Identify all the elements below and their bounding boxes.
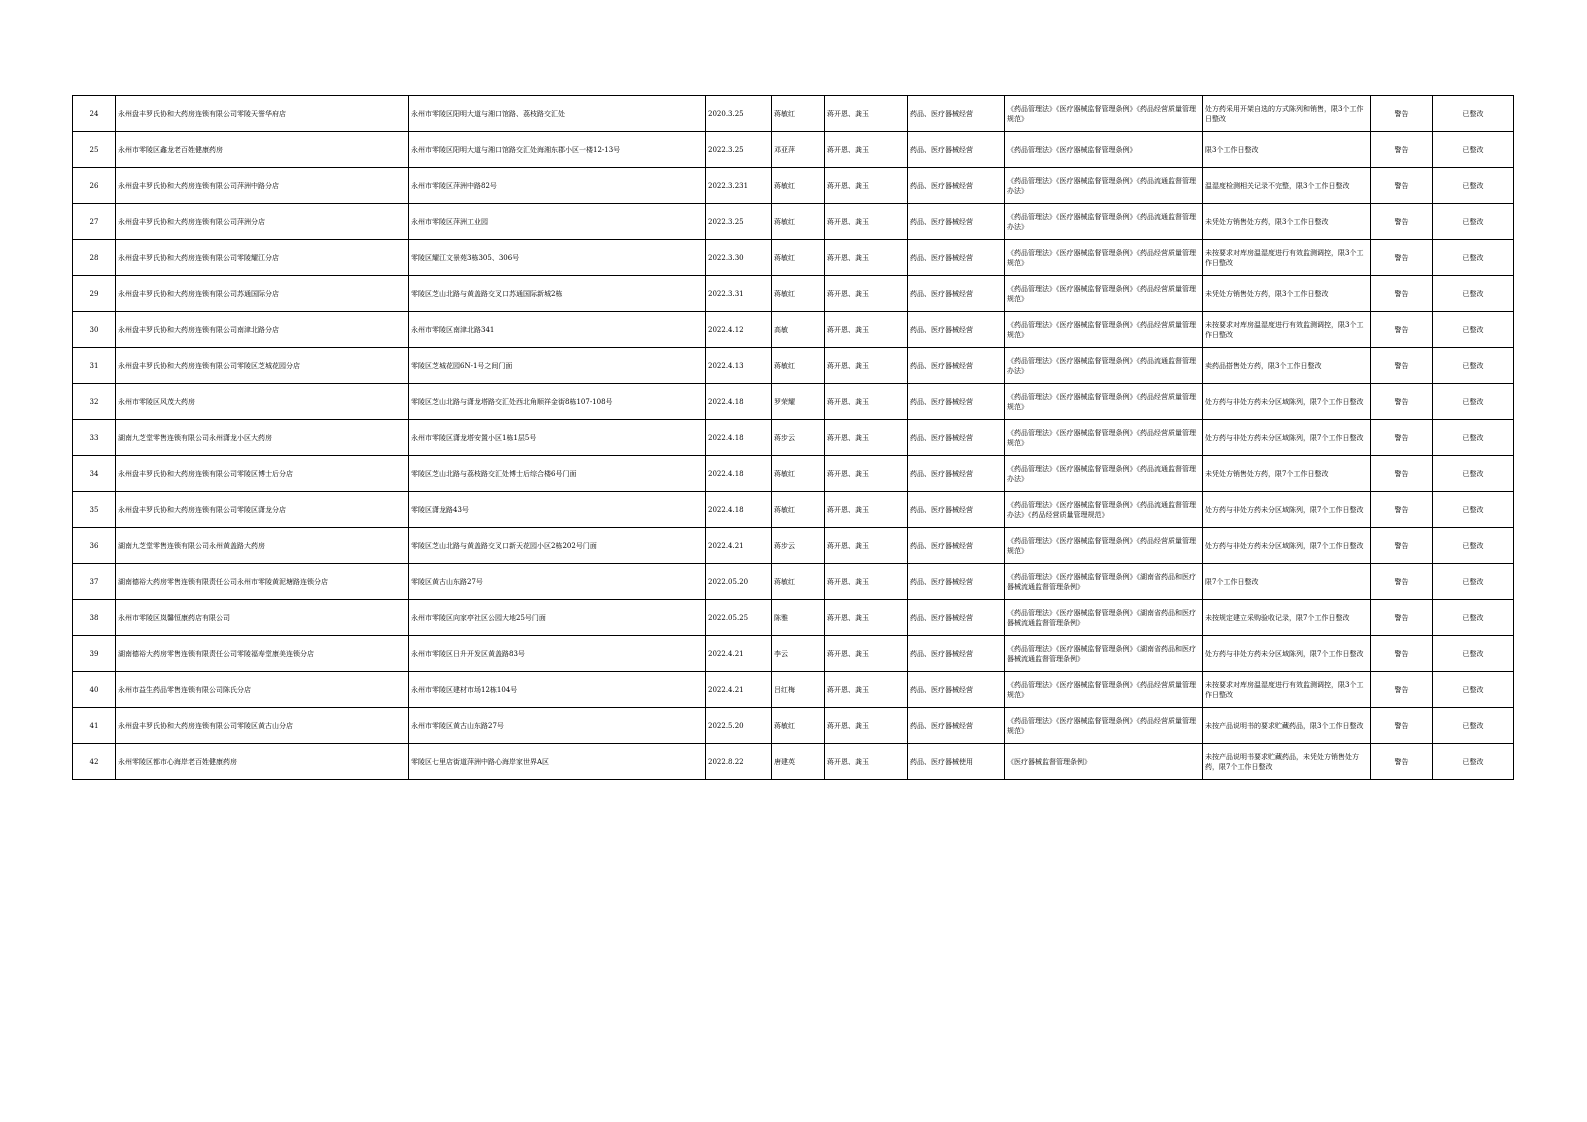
row-number: 26 xyxy=(73,168,116,204)
business-scope: 药品、医疗器械经营 xyxy=(908,384,1005,420)
inspectors: 蒋开恩、龚玉 xyxy=(825,564,908,600)
store-address: 零陵区耀江文景苑3栋305、306号 xyxy=(409,240,706,276)
store-name: 湖南德裕大药房零售连锁有限责任公司零陵福寿堂康美连锁分店 xyxy=(116,636,409,672)
inspection-date: 2022.8.22 xyxy=(706,744,772,780)
store-name: 永州盘丰罗氏协和大药房连锁有限公司零陵区黄古山分店 xyxy=(116,708,409,744)
legal-basis: 《药品管理法》《医疗器械监督管理条例》《药品经营质量管理规范》 xyxy=(1005,312,1203,348)
responsible-person: 蒋敏红 xyxy=(772,348,825,384)
business-scope: 药品、医疗器械经营 xyxy=(908,600,1005,636)
responsible-person: 李云 xyxy=(772,636,825,672)
store-name: 永州盘丰罗氏协和大药房连锁有限公司零陵区芝城花园分店 xyxy=(116,348,409,384)
inspectors: 蒋开恩、龚玉 xyxy=(825,240,908,276)
responsible-person: 陈雅 xyxy=(772,600,825,636)
penalty: 警告 xyxy=(1371,204,1433,240)
responsible-person: 蒋敏红 xyxy=(772,168,825,204)
issue-found: 未凭处方销售处方药，限7个工作日整改 xyxy=(1203,456,1371,492)
penalty: 警告 xyxy=(1371,456,1433,492)
inspection-date: 2022.3.30 xyxy=(706,240,772,276)
inspectors: 蒋开恩、龚玉 xyxy=(825,744,908,780)
inspection-date: 2022.4.21 xyxy=(706,528,772,564)
store-name: 永州市零陵区鑫龙老百姓健康药房 xyxy=(116,132,409,168)
inspectors: 蒋开恩、龚玉 xyxy=(825,600,908,636)
store-name: 永州市零陵区风茂大药房 xyxy=(116,384,409,420)
row-number: 37 xyxy=(73,564,116,600)
row-number: 30 xyxy=(73,312,116,348)
business-scope: 药品、医疗器械经营 xyxy=(908,564,1005,600)
row-number: 31 xyxy=(73,348,116,384)
penalty: 警告 xyxy=(1371,600,1433,636)
inspection-date: 2022.4.18 xyxy=(706,384,772,420)
inspection-date: 2022.4.21 xyxy=(706,636,772,672)
row-number: 35 xyxy=(73,492,116,528)
inspectors: 蒋开恩、龚玉 xyxy=(825,96,908,132)
issue-found: 未按产品说明书要求贮藏药品，未凭处方销售处方药，限7个工作日整改 xyxy=(1203,744,1371,780)
penalty: 警告 xyxy=(1371,420,1433,456)
business-scope: 药品、医疗器械经营 xyxy=(908,204,1005,240)
table-row xyxy=(73,204,1514,240)
table-row xyxy=(73,132,1514,168)
table-row xyxy=(73,384,1514,420)
business-scope: 药品、医疗器械使用 xyxy=(908,744,1005,780)
store-address: 零陵区潇龙路43号 xyxy=(409,492,706,528)
inspection-date: 2022.4.18 xyxy=(706,420,772,456)
responsible-person: 蒋敏红 xyxy=(772,492,825,528)
store-name: 永州零陵区都市心海岸老百姓健康药房 xyxy=(116,744,409,780)
penalty: 警告 xyxy=(1371,708,1433,744)
inspectors: 蒋开恩、龚玉 xyxy=(825,456,908,492)
responsible-person: 蒋敏红 xyxy=(772,240,825,276)
row-number: 39 xyxy=(73,636,116,672)
store-name: 永州市益生药品零售连锁有限公司陈氏分店 xyxy=(116,672,409,708)
responsible-person: 邓亚萍 xyxy=(772,132,825,168)
rectification-status: 已整改 xyxy=(1433,672,1514,708)
store-address: 永州市零陵区黄古山东路27号 xyxy=(409,708,706,744)
responsible-person: 蒋敏红 xyxy=(772,276,825,312)
responsible-person: 蒋敏红 xyxy=(772,564,825,600)
rectification-status: 已整改 xyxy=(1433,636,1514,672)
responsible-person: 吕红梅 xyxy=(772,672,825,708)
rectification-status: 已整改 xyxy=(1433,420,1514,456)
responsible-person: 蒋步云 xyxy=(772,420,825,456)
store-address: 零陵区七里店街道萍洲中路心海岸家世界A区 xyxy=(409,744,706,780)
row-number: 34 xyxy=(73,456,116,492)
table-row xyxy=(73,240,1514,276)
responsible-person: 高敏 xyxy=(772,312,825,348)
legal-basis: 《药品管理法》《医疗器械监督管理条例》《湖南省药品和医疗器械流通监督管理条例》 xyxy=(1005,600,1203,636)
penalty: 警告 xyxy=(1371,348,1433,384)
rectification-status: 已整改 xyxy=(1433,132,1514,168)
business-scope: 药品、医疗器械经营 xyxy=(908,240,1005,276)
rectification-status: 已整改 xyxy=(1433,240,1514,276)
business-scope: 药品、医疗器械经营 xyxy=(908,708,1005,744)
legal-basis: 《药品管理法》《医疗器械监督管理条例》《药品流通监督管理办法》 xyxy=(1005,168,1203,204)
rectification-status: 已整改 xyxy=(1433,744,1514,780)
penalty: 警告 xyxy=(1371,564,1433,600)
table-row xyxy=(73,348,1514,384)
penalty: 警告 xyxy=(1371,492,1433,528)
issue-found: 处方药与非处方药未分区域陈列，限7个工作日整改 xyxy=(1203,420,1371,456)
business-scope: 药品、医疗器械经营 xyxy=(908,348,1005,384)
inspection-date: 2022.3.25 xyxy=(706,132,772,168)
table-row xyxy=(73,744,1514,780)
legal-basis: 《药品管理法》《医疗器械监督管理条例》《药品流通监督管理办法》《药品经营质量管理规范》 xyxy=(1005,492,1203,528)
rectification-status: 已整改 xyxy=(1433,708,1514,744)
store-name: 永州盘丰罗氏协和大药房连锁有限公司零陵耀江分店 xyxy=(116,240,409,276)
rectification-status: 已整改 xyxy=(1433,492,1514,528)
responsible-person: 蒋敏红 xyxy=(772,456,825,492)
store-name: 永州市零陵区岚馨恒康药店有限公司 xyxy=(116,600,409,636)
row-number: 28 xyxy=(73,240,116,276)
responsible-person: 蒋敏红 xyxy=(772,204,825,240)
store-name: 湖南九芝堂零售连锁有限公司永州潇龙小区大药房 xyxy=(116,420,409,456)
inspectors: 蒋开恩、龚玉 xyxy=(825,672,908,708)
table-row xyxy=(73,456,1514,492)
inspection-records-sheet xyxy=(72,95,1513,780)
rectification-status: 已整改 xyxy=(1433,96,1514,132)
inspection-date: 2020.3.25 xyxy=(706,96,772,132)
inspection-date: 2022.4.12 xyxy=(706,312,772,348)
row-number: 32 xyxy=(73,384,116,420)
row-number: 33 xyxy=(73,420,116,456)
table-row xyxy=(73,312,1514,348)
business-scope: 药品、医疗器械经营 xyxy=(908,456,1005,492)
inspection-date: 2022.5.20 xyxy=(706,708,772,744)
table-row xyxy=(73,672,1514,708)
inspection-date: 2022.05.25 xyxy=(706,600,772,636)
store-name: 永州盘丰罗氏协和大药房连锁有限公司南津北路分店 xyxy=(116,312,409,348)
store-address: 永州市零陵区阳明大道与湘口馆路、荔枝路交汇处 xyxy=(409,96,706,132)
inspectors: 蒋开恩、龚玉 xyxy=(825,636,908,672)
penalty: 警告 xyxy=(1371,96,1433,132)
legal-basis: 《药品管理法》《医疗器械监督管理条例》《药品流通监督管理办法》 xyxy=(1005,348,1203,384)
inspection-date: 2022.3.31 xyxy=(706,276,772,312)
inspectors: 蒋开恩、龚玉 xyxy=(825,132,908,168)
issue-found: 处方药与非处方药未分区域陈列，限7个工作日整改 xyxy=(1203,492,1371,528)
store-address: 零陵区芝山北路与荔枝路交汇处博士后综合楼6号门面 xyxy=(409,456,706,492)
penalty: 警告 xyxy=(1371,132,1433,168)
inspection-date: 2022.4.13 xyxy=(706,348,772,384)
issue-found: 未凭处方销售处方药，限3个工作日整改 xyxy=(1203,276,1371,312)
store-address: 永州市零陵区阳明大道与湘口馆路交汇处海湘东郡小区一楼12-13号 xyxy=(409,132,706,168)
issue-found: 未按规定建立采购验收记录，限7个工作日整改 xyxy=(1203,600,1371,636)
issue-found: 未按要求对库房温湿度进行有效监测调控，限3个工作日整改 xyxy=(1203,312,1371,348)
rectification-status: 已整改 xyxy=(1433,564,1514,600)
responsible-person: 蒋敏红 xyxy=(772,96,825,132)
responsible-person: 罗荣耀 xyxy=(772,384,825,420)
row-number: 40 xyxy=(73,672,116,708)
issue-found: 限7个工作日整改 xyxy=(1203,564,1371,600)
issue-found: 未按产品说明书的要求贮藏药品，限3个工作日整改 xyxy=(1203,708,1371,744)
row-number: 24 xyxy=(73,96,116,132)
inspection-date: 2022.3.25 xyxy=(706,204,772,240)
table-row xyxy=(73,636,1514,672)
legal-basis: 《药品管理法》《医疗器械监督管理条例》《药品经营质量管理规范》 xyxy=(1005,384,1203,420)
inspectors: 蒋开恩、龚玉 xyxy=(825,420,908,456)
inspection-records-table xyxy=(72,95,1514,780)
legal-basis: 《药品管理法》《医疗器械监督管理条例》《药品经营质量管理规范》 xyxy=(1005,708,1203,744)
rectification-status: 已整改 xyxy=(1433,528,1514,564)
rectification-status: 已整改 xyxy=(1433,276,1514,312)
penalty: 警告 xyxy=(1371,276,1433,312)
table-row xyxy=(73,708,1514,744)
business-scope: 药品、医疗器械经营 xyxy=(908,312,1005,348)
store-address: 零陵区芝山北路与黄盖路交叉口苏通国际新城2栋 xyxy=(409,276,706,312)
table-row xyxy=(73,564,1514,600)
business-scope: 药品、医疗器械经营 xyxy=(908,528,1005,564)
table-row xyxy=(73,276,1514,312)
rectification-status: 已整改 xyxy=(1433,384,1514,420)
store-address: 永州市零陵区建材市场12栋104号 xyxy=(409,672,706,708)
table-row xyxy=(73,600,1514,636)
inspectors: 蒋开恩、龚玉 xyxy=(825,276,908,312)
store-name: 永州盘丰罗氏协和大药房连锁有限公司萍洲中路分店 xyxy=(116,168,409,204)
table-body xyxy=(73,96,1514,780)
rectification-status: 已整改 xyxy=(1433,312,1514,348)
store-address: 永州市零陵区萍洲工业园 xyxy=(409,204,706,240)
store-address: 永州市零陵区潇龙塔安置小区1栋1层5号 xyxy=(409,420,706,456)
store-name: 永州盘丰罗氏协和大药房连锁有限公司萍洲分店 xyxy=(116,204,409,240)
issue-found: 未按要求对库房温湿度进行有效监测调控，限3个工作日整改 xyxy=(1203,240,1371,276)
row-number: 41 xyxy=(73,708,116,744)
legal-basis: 《药品管理法》《医疗器械监督管理条例》《药品经营质量管理规范》 xyxy=(1005,672,1203,708)
penalty: 警告 xyxy=(1371,312,1433,348)
rectification-status: 已整改 xyxy=(1433,168,1514,204)
row-number: 27 xyxy=(73,204,116,240)
business-scope: 药品、医疗器械经营 xyxy=(908,168,1005,204)
penalty: 警告 xyxy=(1371,636,1433,672)
issue-found: 处方药与非处方药未分区域陈列，限7个工作日整改 xyxy=(1203,636,1371,672)
legal-basis: 《药品管理法》《医疗器械监督管理条例》《湖南省药品和医疗器械流通监督管理条例》 xyxy=(1005,636,1203,672)
inspectors: 蒋开恩、龚玉 xyxy=(825,204,908,240)
store-address: 永州市零陵区南津北路341 xyxy=(409,312,706,348)
inspection-date: 2022.4.21 xyxy=(706,672,772,708)
store-name: 永州盘丰罗氏协和大药房连锁有限公司苏通国际分店 xyxy=(116,276,409,312)
business-scope: 药品、医疗器械经营 xyxy=(908,636,1005,672)
rectification-status: 已整改 xyxy=(1433,456,1514,492)
issue-found: 处方药与非处方药未分区域陈列，限7个工作日整改 xyxy=(1203,384,1371,420)
penalty: 警告 xyxy=(1371,528,1433,564)
inspectors: 蒋开恩、龚玉 xyxy=(825,528,908,564)
legal-basis: 《药品管理法》《医疗器械监督管理条例》 xyxy=(1005,132,1203,168)
issue-found: 限3个工作日整改 xyxy=(1203,132,1371,168)
inspectors: 蒋开恩、龚玉 xyxy=(825,708,908,744)
store-address: 零陵区芝山北路与黄盖路交叉口新天花园小区2栋202号门面 xyxy=(409,528,706,564)
business-scope: 药品、医疗器械经营 xyxy=(908,672,1005,708)
table-row xyxy=(73,420,1514,456)
inspection-date: 2022.05.20 xyxy=(706,564,772,600)
store-address: 永州市零陵区日升开发区黄盖路83号 xyxy=(409,636,706,672)
issue-found: 卖药品搭售处方药，限3个工作日整改 xyxy=(1203,348,1371,384)
store-name: 湖南德裕大药房零售连锁有限责任公司永州市零陵黄泥塘路连锁分店 xyxy=(116,564,409,600)
responsible-person: 唐建英 xyxy=(772,744,825,780)
rectification-status: 已整改 xyxy=(1433,600,1514,636)
penalty: 警告 xyxy=(1371,240,1433,276)
legal-basis: 《药品管理法》《医疗器械监督管理条例》《药品经营质量管理规范》 xyxy=(1005,420,1203,456)
issue-found: 处方药采用开架自选的方式陈列和销售，限3个工作日整改 xyxy=(1203,96,1371,132)
legal-basis: 《药品管理法》《医疗器械监督管理条例》《药品经营质量管理规范》 xyxy=(1005,528,1203,564)
inspection-date: 2022.4.18 xyxy=(706,456,772,492)
store-name: 湖南九芝堂零售连锁有限公司永州黄盖路大药房 xyxy=(116,528,409,564)
penalty: 警告 xyxy=(1371,384,1433,420)
inspectors: 蒋开恩、龚玉 xyxy=(825,168,908,204)
table-row xyxy=(73,528,1514,564)
row-number: 38 xyxy=(73,600,116,636)
inspectors: 蒋开恩、龚玉 xyxy=(825,348,908,384)
row-number: 36 xyxy=(73,528,116,564)
store-name: 永州盘丰罗氏协和大药房连锁有限公司零陵天誉华府店 xyxy=(116,96,409,132)
table-row xyxy=(73,96,1514,132)
legal-basis: 《药品管理法》《医疗器械监督管理条例》《湖南省药品和医疗器械流通监督管理条例》 xyxy=(1005,564,1203,600)
issue-found: 未凭处方销售处方药，限3个工作日整改 xyxy=(1203,204,1371,240)
business-scope: 药品、医疗器械经营 xyxy=(908,492,1005,528)
penalty: 警告 xyxy=(1371,744,1433,780)
inspectors: 蒋开恩、龚玉 xyxy=(825,492,908,528)
inspectors: 蒋开恩、龚玉 xyxy=(825,384,908,420)
inspection-date: 2022.4.18 xyxy=(706,492,772,528)
store-address: 零陵区黄古山东路27号 xyxy=(409,564,706,600)
table-row xyxy=(73,168,1514,204)
legal-basis: 《药品管理法》《医疗器械监督管理条例》《药品经营质量管理规范》 xyxy=(1005,96,1203,132)
rectification-status: 已整改 xyxy=(1433,348,1514,384)
legal-basis: 《药品管理法》《医疗器械监督管理条例》《药品流通监督管理办法》 xyxy=(1005,456,1203,492)
responsible-person: 蒋敏红 xyxy=(772,708,825,744)
store-address: 永州市零陵区向家亭社区公园大地25号门面 xyxy=(409,600,706,636)
business-scope: 药品、医疗器械经营 xyxy=(908,96,1005,132)
row-number: 29 xyxy=(73,276,116,312)
business-scope: 药品、医疗器械经营 xyxy=(908,420,1005,456)
legal-basis: 《医疗器械监督管理条例》 xyxy=(1005,744,1203,780)
inspection-date: 2022.3.231 xyxy=(706,168,772,204)
store-address: 零陵区芝城花园6N-1号之间门面 xyxy=(409,348,706,384)
row-number: 42 xyxy=(73,744,116,780)
store-name: 永州盘丰罗氏协和大药房连锁有限公司零陵区博士后分店 xyxy=(116,456,409,492)
row-number: 25 xyxy=(73,132,116,168)
legal-basis: 《药品管理法》《医疗器械监督管理条例》《药品经营质量管理规范》 xyxy=(1005,240,1203,276)
penalty: 警告 xyxy=(1371,672,1433,708)
store-address: 零陵区芝山北路与潇龙塔路交汇处西北角顺祥金街8栋107-108号 xyxy=(409,384,706,420)
table-row xyxy=(73,492,1514,528)
legal-basis: 《药品管理法》《医疗器械监督管理条例》《药品经营质量管理规范》 xyxy=(1005,276,1203,312)
penalty: 警告 xyxy=(1371,168,1433,204)
rectification-status: 已整改 xyxy=(1433,204,1514,240)
store-name: 永州盘丰罗氏协和大药房连锁有限公司零陵区潇龙分店 xyxy=(116,492,409,528)
inspectors: 蒋开恩、龚玉 xyxy=(825,312,908,348)
issue-found: 温湿度检测相关记录不完整，限3个工作日整改 xyxy=(1203,168,1371,204)
store-address: 永州市零陵区萍洲中路82号 xyxy=(409,168,706,204)
business-scope: 药品、医疗器械经营 xyxy=(908,132,1005,168)
issue-found: 未按要求对库房温湿度进行有效监测调控，限3个工作日整改 xyxy=(1203,672,1371,708)
business-scope: 药品、医疗器械经营 xyxy=(908,276,1005,312)
issue-found: 处方药与非处方药未分区域陈列，限7个工作日整改 xyxy=(1203,528,1371,564)
responsible-person: 蒋步云 xyxy=(772,528,825,564)
legal-basis: 《药品管理法》《医疗器械监督管理条例》《药品流通监督管理办法》 xyxy=(1005,204,1203,240)
